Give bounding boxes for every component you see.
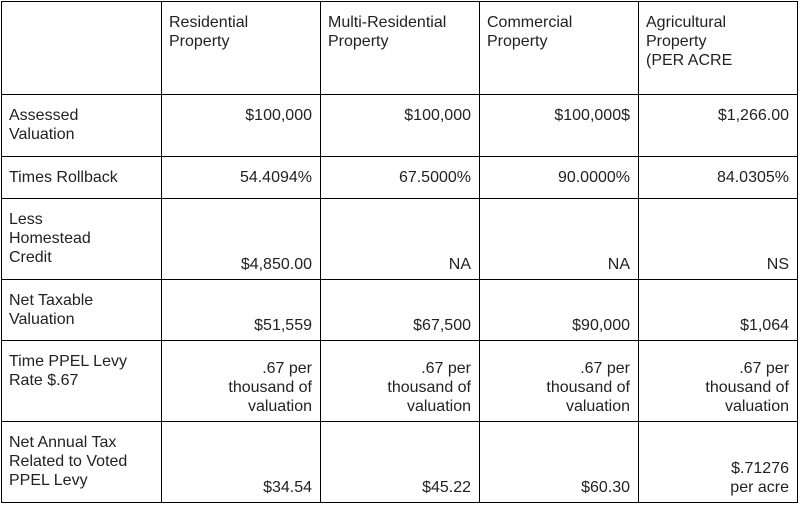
corner-cell [2,2,162,95]
column-header-multi-residential: Multi-Residential Property [321,2,480,95]
table-cell: $.71276 per acre [639,422,798,503]
table-cell: 84.0305% [639,157,798,199]
table-cell: 67.5000% [321,157,480,199]
column-header-commercial: Commercial Property [480,2,639,95]
table-cell: $45.22 [321,422,480,503]
header-row [2,2,798,95]
ppel-levy-table [1,1,798,503]
table-cell: .67 per thousand of valuation [162,341,321,422]
table-cell: 54.4094% [162,157,321,199]
table-cell: .67 per thousand of valuation [480,341,639,422]
table-row-homestead-credit [2,199,798,280]
table-cell: $100,000 [162,95,321,157]
table-cell: 90.0000% [480,157,639,199]
table-cell: $51,559 [162,280,321,341]
table-cell: NA [321,199,480,280]
table-cell: .67 per thousand of valuation [321,341,480,422]
table-row-assessed-valuation [2,95,798,157]
table-row-ppel-levy-rate [2,341,798,422]
table-cell: NS [639,199,798,280]
row-label: Net Annual Tax Related to Voted PPEL Levy [2,422,162,503]
row-label: Assessed Valuation [2,95,162,157]
column-header-residential: Residential Property [162,2,321,95]
table-cell: $100,000 [321,95,480,157]
table-cell: $100,000$ [480,95,639,157]
table-cell: $90,000 [480,280,639,341]
table-row-times-rollback [2,157,798,199]
table-cell: $1,266.00 [639,95,798,157]
table-cell: $34.54 [162,422,321,503]
table-row-net-annual-tax [2,422,798,503]
column-header-agricultural: Agricultural Property (PER ACRE [639,2,798,95]
table-cell: $4,850.00 [162,199,321,280]
table-cell: NA [480,199,639,280]
row-label: Less Homestead Credit [2,199,162,280]
row-label: Time PPEL Levy Rate $.67 [2,341,162,422]
row-label: Times Rollback [2,157,162,199]
table-cell: $60.30 [480,422,639,503]
table-row-net-taxable-valuation [2,280,798,341]
table-cell: $1,064 [639,280,798,341]
row-label: Net Taxable Valuation [2,280,162,341]
table-cell: $67,500 [321,280,480,341]
table-cell: .67 per thousand of valuation [639,341,798,422]
